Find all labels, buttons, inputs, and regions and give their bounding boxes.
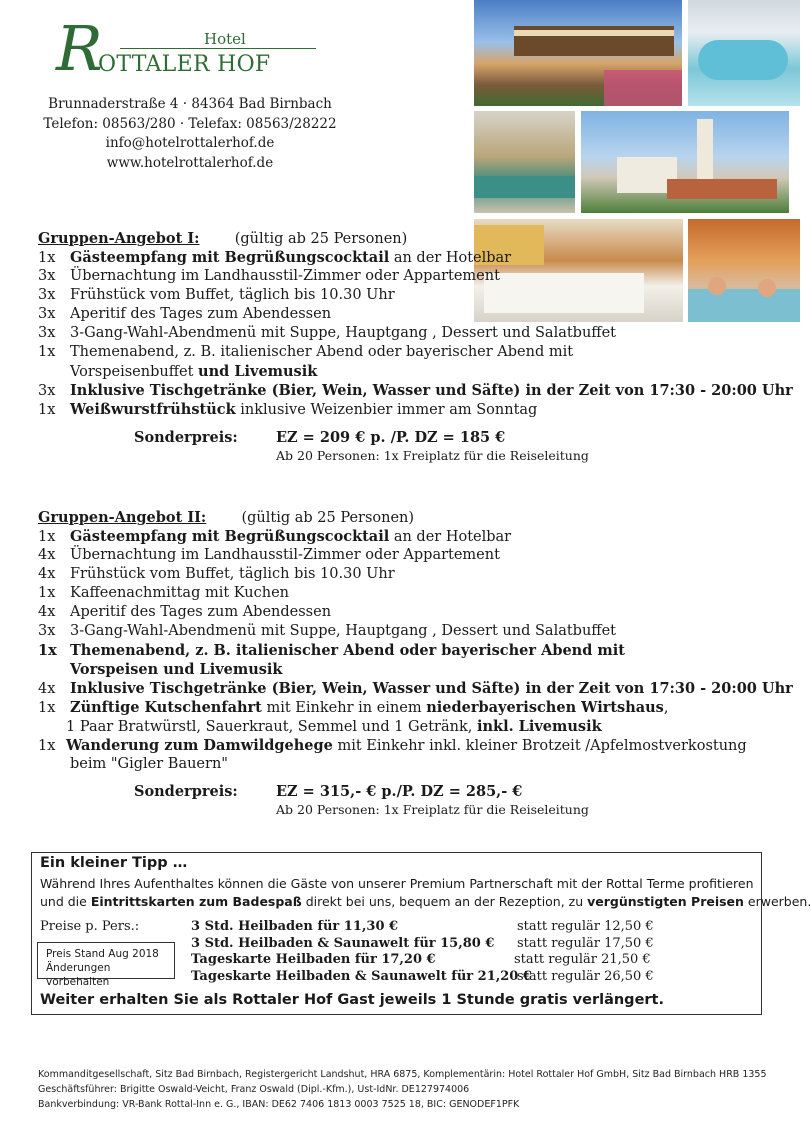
footer-line-1: Kommanditgesellschaft, Sitz Bad Birnbach, Registergericht Landshut, HRA 6875, Komplementärin: Hotel Rottaler Hof GmbH, Sitz Bad Birnbach HRB 1355 bbox=[38, 1069, 767, 1080]
footer-line-3: Bankverbindung: VR-Bank Rottal-Inn e. G., IBAN: DE62 7406 1813 0003 7525 18, BIC: GENODEF1PFK bbox=[38, 1099, 520, 1110]
offer1-price-label: Sonderpreis: bbox=[134, 429, 238, 446]
list-item: Vorspeisen und Livemusik bbox=[70, 661, 283, 678]
offer2-price: EZ = 315,- € p./P. DZ = 285,- € bbox=[276, 783, 523, 800]
price-offer: Tageskarte Heilbaden für 17,20 € bbox=[191, 952, 436, 967]
price-regular: statt regulär 26,50 € bbox=[517, 969, 654, 984]
tip-title: Ein kleiner Tipp … bbox=[40, 855, 188, 871]
offer1-price: EZ = 209 € p. /P. DZ = 185 € bbox=[276, 429, 506, 446]
address-block bbox=[40, 95, 340, 173]
tip-line-1: Während Ihres Aufenthaltes können die Gäste von unserer Premium Partnerschaft mit der Rottal Terme profitieren bbox=[40, 876, 754, 891]
price-status-box bbox=[37, 942, 175, 988]
list-item: 3x Frühstück vom Buffet, täglich bis 10.30 Uhr bbox=[38, 287, 395, 303]
list-item: 4x Frühstück vom Buffet, täglich bis 10.30 Uhr bbox=[38, 566, 395, 582]
price-regular: statt regulär 12,50 € bbox=[517, 919, 654, 934]
hotel-room-photo bbox=[474, 219, 683, 322]
price-status-date: Preis Stand Aug 2018 bbox=[46, 948, 159, 960]
address-email[interactable]: info@hotelrottalerhof.de bbox=[105, 135, 275, 151]
offer1-heading bbox=[38, 230, 407, 247]
price-offer: Tageskarte Heilbaden & Saunawelt für 21,20 € bbox=[191, 969, 532, 984]
thermal-bath-photo bbox=[688, 219, 800, 322]
list-item: 1x Kaffeenachmittag mit Kuchen bbox=[38, 585, 290, 601]
list-item: 1x Themenabend, z. B. italienischer Abend oder bayerischer Abend mit bbox=[38, 344, 574, 360]
offer1-note: Ab 20 Personen: 1x Freiplatz für die Reiseleitung bbox=[276, 448, 589, 463]
price-offer: 3 Std. Heilbaden & Saunawelt für 15,80 € bbox=[191, 936, 495, 951]
offer2-validity: (gültig ab 25 Personen) bbox=[241, 510, 415, 526]
list-item: 1x Gästeempfang mit Begrüßungscocktail an der Hotelbar bbox=[38, 528, 512, 545]
price-regular: statt regulär 21,50 € bbox=[514, 952, 651, 967]
hotel-bar-photo bbox=[474, 111, 575, 213]
list-item: 4x Übernachtung im Landhausstil-Zimmer oder Appartement bbox=[38, 547, 500, 563]
offer1-title: Gruppen-Angebot I: bbox=[38, 230, 200, 247]
offer2-note: Ab 20 Personen: 1x Freiplatz für die Reiseleitung bbox=[276, 802, 589, 817]
logo-rule bbox=[120, 48, 316, 49]
list-item: 1 Paar Bratwürstl, Sauerkraut, Semmel und 1 Getränk, inkl. Livemusik bbox=[66, 718, 602, 735]
offer1-validity: (gültig ab 25 Personen) bbox=[234, 231, 408, 247]
church-photo bbox=[581, 111, 789, 213]
list-item: 4x Aperitif des Tages zum Abendessen bbox=[38, 604, 332, 620]
price-regular: statt regulär 17,50 € bbox=[517, 936, 654, 951]
address-street: Brunnaderstraße 4 · 84364 Bad Birnbach bbox=[48, 96, 332, 112]
list-item: Vorspeisenbuffet und Livemusik bbox=[70, 363, 318, 380]
list-item: 1x Themenabend, z. B. italienischer Abend oder bayerischer Abend mit bbox=[38, 642, 625, 659]
price-status-note: Änderungen vorbehalten bbox=[46, 962, 111, 988]
offer2-price-label: Sonderpreis: bbox=[134, 783, 238, 800]
list-item: 3x Übernachtung im Landhausstil-Zimmer oder Appartement bbox=[38, 268, 500, 284]
offer2-heading bbox=[38, 509, 414, 526]
list-item: 3x Aperitif des Tages zum Abendessen bbox=[38, 306, 332, 322]
tip-final: Weiter erhalten Sie als Rottaler Hof Gast jeweils 1 Stunde gratis verlängert. bbox=[40, 992, 664, 1008]
tip-line-2: und die Eintrittskarten zum Badespaß direkt bei uns, bequem an der Rezeption, zu vergünstigten Preisen erwerben. bbox=[40, 894, 811, 909]
list-item: 1x Zünftige Kutschenfahrt mit Einkehr in einem niederbayerischen Wirtshaus, bbox=[38, 699, 669, 716]
list-item: 1x Wanderung zum Damwildgehege mit Einkehr inkl. kleiner Brotzeit /Apfelmostverkostung bbox=[38, 737, 747, 754]
list-item: 4x Inklusive Tischgetränke (Bier, Wein, Wasser und Säfte) in der Zeit von 17:30 - 20:00 Uhr bbox=[38, 680, 793, 697]
logo-name: OTTALER HOF bbox=[98, 52, 271, 77]
address-website[interactable]: www.hotelrottalerhof.de bbox=[106, 154, 274, 171]
address-phone: Telefon: 08563/280 · Telefax: 08563/28222 bbox=[43, 115, 337, 132]
list-item: 3x Inklusive Tischgetränke (Bier, Wein, Wasser und Säfte) in der Zeit von 17:30 - 20:00 Uhr bbox=[38, 382, 793, 399]
pool-photo bbox=[688, 0, 800, 106]
price-offer: 3 Std. Heilbaden für 11,30 € bbox=[191, 919, 399, 934]
offer2-title: Gruppen-Angebot II: bbox=[38, 509, 207, 526]
list-item: 1x Weißwurstfrühstück inklusive Weizenbier immer am Sonntag bbox=[38, 401, 538, 418]
list-item: 3x 3-Gang-Wahl-Abendmenü mit Suppe, Hauptgang , Dessert und Salatbuffet bbox=[38, 623, 617, 639]
logo-hotel-text: Hotel bbox=[204, 30, 246, 48]
list-item: beim "Gigler Bauern" bbox=[70, 756, 228, 772]
logo-initial: R bbox=[56, 12, 103, 85]
hotel-exterior-photo bbox=[474, 0, 682, 106]
prices-label: Preise p. Pers.: bbox=[40, 919, 140, 934]
list-item: 1x Gästeempfang mit Begrüßungscocktail an der Hotelbar bbox=[38, 249, 512, 266]
footer-line-2: Geschäftsführer: Brigitte Oswald-Veicht, Franz Oswald (Dipl.-Kfm.), Ust-IdNr. DE127974006 bbox=[38, 1084, 470, 1095]
list-item: 3x 3-Gang-Wahl-Abendmenü mit Suppe, Hauptgang , Dessert und Salatbuffet bbox=[38, 325, 617, 341]
